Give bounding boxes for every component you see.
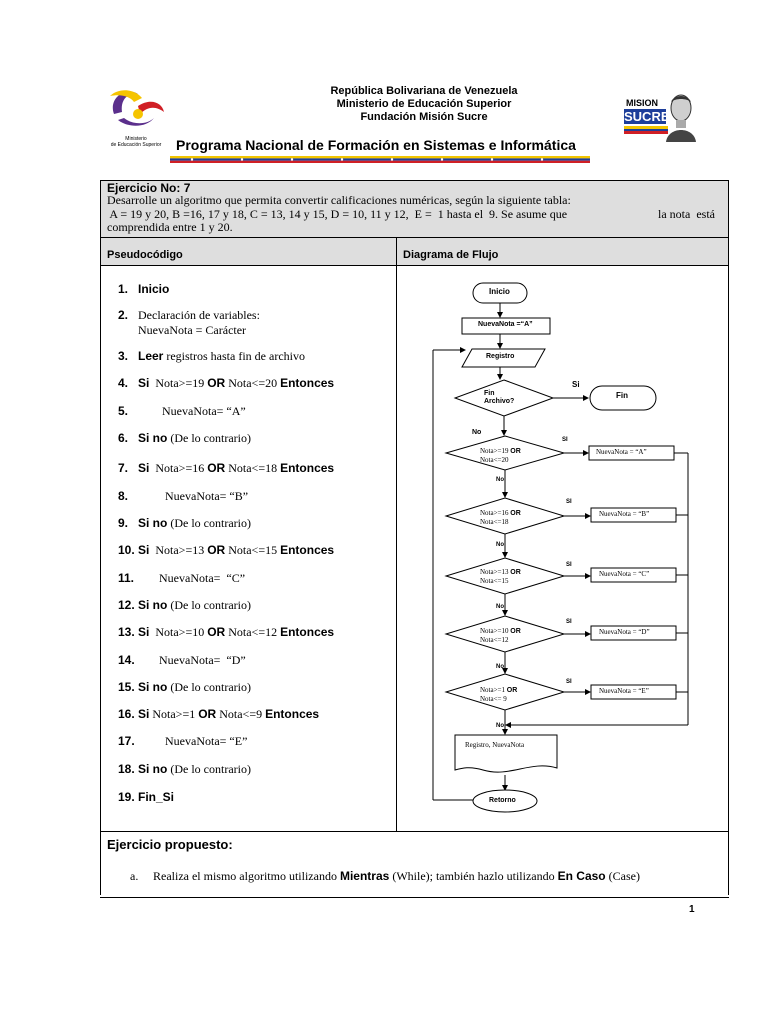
logo-left-text1: Ministerio xyxy=(125,136,147,142)
step-keyword: OR xyxy=(207,543,226,557)
step-keyword: OR xyxy=(207,376,226,390)
step-number: 19. xyxy=(118,790,135,804)
flow-cond-b: Nota<=15 xyxy=(480,577,509,585)
flowchart xyxy=(397,266,728,831)
flow-condition-text xyxy=(480,509,521,526)
logo-left-text2: de Educación Superior xyxy=(110,142,162,148)
flow-cond-a: Nota>=10 xyxy=(480,627,511,635)
header-line2: Ministerio de Educación Superior xyxy=(336,98,512,110)
step-text: (De lo contrario) xyxy=(167,516,251,530)
pseudocode-step xyxy=(118,734,247,749)
flow-cond-or: OR xyxy=(510,628,521,635)
exercise-line1: Desarrolle un algoritmo que permita convertir calificaciones numéricas, según la siguiente tabla: xyxy=(107,193,571,207)
step-keyword: Si no xyxy=(138,598,168,612)
step-keyword: Si no xyxy=(138,516,168,530)
page-number: 1 xyxy=(689,904,695,915)
step-keyword: Fin_Si xyxy=(138,790,175,804)
step-number: 1. xyxy=(118,282,129,296)
step-subline: NuevaNota = Carácter xyxy=(138,323,247,337)
proposed-p3: (Case) xyxy=(605,869,640,883)
portrait-icon xyxy=(664,92,698,142)
step-number: 3. xyxy=(118,349,129,363)
step-keyword: Si xyxy=(138,543,150,557)
flow-no-small: No xyxy=(496,723,504,729)
flowchart-header: Diagrama de Flujo xyxy=(403,249,499,261)
step-keyword: Si xyxy=(138,707,150,721)
flow-no-small: No xyxy=(496,664,504,670)
flow-no-small: No xyxy=(496,477,504,483)
proposed-bullet: a. xyxy=(130,869,139,883)
flow-si-small: SI xyxy=(566,562,572,568)
flow-condition-text xyxy=(480,447,521,464)
logo-right-text1: MISION xyxy=(626,98,659,108)
step-text: Nota<=18 xyxy=(225,461,281,475)
step-text: Nota<=12 xyxy=(225,625,281,639)
step-text: NuevaNota= “E” xyxy=(138,734,248,748)
proposed-item xyxy=(130,869,640,884)
step-keyword: OR xyxy=(198,707,217,721)
step-keyword: Inicio xyxy=(138,282,170,296)
flow-output-text: NuevaNota = “B” xyxy=(599,510,650,518)
program-title: Programa Nacional de Formación en Sistemas e Informática xyxy=(176,137,576,153)
flow-inicio-label: Inicio xyxy=(489,287,510,296)
step-keyword: Si xyxy=(138,625,150,639)
exercise-line2b: la nota está xyxy=(658,207,715,221)
flow-fin-q2: Archivo? xyxy=(484,398,515,405)
step-text: NuevaNota= “B” xyxy=(138,489,249,503)
footer-rule xyxy=(100,897,729,898)
step-keyword: Entonces xyxy=(265,707,320,721)
flow-output-text: NuevaNota = “A” xyxy=(596,448,647,456)
step-text: Nota<=20 xyxy=(225,376,281,390)
step-keyword: Si xyxy=(138,461,150,475)
flow-si-small: SI xyxy=(566,499,572,505)
flow-si-small: SI xyxy=(562,437,568,443)
step-text: (De lo contrario) xyxy=(167,598,251,612)
pseudocode-step xyxy=(118,790,174,805)
step-text: Declaración de variables: xyxy=(138,308,260,322)
pseudocode-step xyxy=(118,653,246,668)
step-text: (De lo contrario) xyxy=(167,680,251,694)
step-number: 10. xyxy=(118,543,135,557)
logo-flag-icon xyxy=(624,126,668,134)
step-text: NuevaNota= “D” xyxy=(138,653,246,667)
flow-cond-b: Nota<= 9 xyxy=(480,695,507,703)
header-line3: Fundación Misión Sucre xyxy=(360,111,488,123)
flow-condition-text xyxy=(480,686,517,703)
flow-cond-or: OR xyxy=(506,687,518,694)
flow-cond-a: Nota>=16 xyxy=(480,509,511,517)
step-text: Nota>=19 xyxy=(149,376,208,390)
step-text: (De lo contrario) xyxy=(167,431,251,445)
flow-no-small: No xyxy=(496,542,504,548)
pseudocode-step xyxy=(118,598,251,613)
flow-cond-b: Nota<=12 xyxy=(480,636,509,644)
step-number: 14. xyxy=(118,653,135,667)
proposed-title: Ejercicio propuesto: xyxy=(107,837,233,852)
flow-condition-text xyxy=(480,627,521,644)
step-text: (De lo contrario) xyxy=(167,762,251,776)
flow-cond-or: OR xyxy=(510,510,521,517)
step-number: 9. xyxy=(118,516,129,530)
exercise-title: Ejercicio No: 7 xyxy=(107,181,191,195)
step-number: 2. xyxy=(118,308,129,322)
pseudocode-step xyxy=(118,516,251,531)
pseudocode-step xyxy=(118,543,334,558)
pseudocode-step xyxy=(118,376,334,391)
flow-assign-label: NuevaNota =“A” xyxy=(478,321,533,328)
flag-stripe xyxy=(170,156,590,163)
flow-si-label: Si xyxy=(572,380,580,389)
pseudocode-step xyxy=(118,404,246,419)
proposed-k2: En Caso xyxy=(557,869,606,883)
step-number: 13. xyxy=(118,625,135,639)
step-keyword: OR xyxy=(207,625,226,639)
flow-cond-b: Nota<=20 xyxy=(480,456,509,464)
flow-registro-label: Registro xyxy=(486,353,515,360)
step-text: NuevaNota= “C” xyxy=(138,571,246,585)
pseudocode-step xyxy=(118,489,248,504)
step-text: Nota>=13 xyxy=(149,543,208,557)
flow-si-small: SI xyxy=(566,619,572,625)
pseudocode-step xyxy=(118,308,260,338)
step-number: 18. xyxy=(118,762,135,776)
flow-no-label-0: No xyxy=(472,429,482,436)
flow-cond-a: Nota>=13 xyxy=(480,568,511,576)
step-number: 7. xyxy=(118,461,129,475)
flow-condition-text xyxy=(480,568,521,585)
step-number: 6. xyxy=(118,431,129,445)
step-text: Nota>=10 xyxy=(149,625,208,639)
pseudocode-step xyxy=(118,431,251,446)
proposed-k1: Mientras xyxy=(339,869,390,883)
step-number: 17. xyxy=(118,734,135,748)
flow-output-text: NuevaNota = “C” xyxy=(599,570,650,578)
flow-cond-or: OR xyxy=(510,569,521,576)
flow-cond-b: Nota<=18 xyxy=(480,518,509,526)
step-number: 11. xyxy=(118,571,135,585)
pseudocode-step xyxy=(118,625,334,640)
step-keyword: Entonces xyxy=(280,376,335,390)
step-text: Nota>=1 xyxy=(149,707,199,721)
flow-fin-label: Fin xyxy=(616,391,628,400)
step-keyword: Si xyxy=(138,376,150,390)
step-text: NuevaNota= “A” xyxy=(138,404,246,418)
flow-cond-a: Nota>=1 xyxy=(480,686,507,694)
step-keyword: Si no xyxy=(138,431,168,445)
pseudocode-step xyxy=(118,707,319,722)
exercise-line2a: A = 19 y 20, B =16, 17 y 18, C = 13, 14 y 15, D = 10, 11 y 12, E = 1 hasta el 9. Se asume que xyxy=(107,207,568,221)
flow-output-text: NuevaNota = “E” xyxy=(599,687,649,695)
pseudocode-step xyxy=(118,349,305,364)
logo-right-text2: SUCRE xyxy=(624,109,670,124)
pseudocode-step xyxy=(118,282,169,297)
pseudocode-header: Pseudocódigo xyxy=(107,249,183,261)
pseudocode-step xyxy=(118,680,251,695)
flow-cond-or: OR xyxy=(510,448,521,455)
step-keyword: OR xyxy=(207,461,226,475)
step-keyword: Leer xyxy=(138,349,164,363)
flow-cond-a: Nota>=19 xyxy=(480,447,511,455)
pseudocode-step xyxy=(118,461,334,476)
step-number: 5. xyxy=(118,404,129,418)
proposed-p1: Realiza el mismo algoritmo utilizando xyxy=(153,869,340,883)
step-keyword: Si no xyxy=(138,680,168,694)
flow-retorno-label: Retorno xyxy=(489,797,516,804)
header-line1: República Bolivariana de Venezuela xyxy=(330,85,518,97)
step-number: 12. xyxy=(118,598,135,612)
mision-sucre-logo xyxy=(624,92,698,146)
step-number: 4. xyxy=(118,376,129,390)
pseudocode-step xyxy=(118,571,245,586)
flow-print-label: Registro, NuevaNota xyxy=(465,741,525,749)
step-number: 16. xyxy=(118,707,135,721)
step-text: Nota<=9 xyxy=(216,707,266,721)
step-number: 15. xyxy=(118,680,135,694)
step-keyword: Entonces xyxy=(280,625,335,639)
step-text: Nota<=15 xyxy=(225,543,281,557)
flow-si-small: SI xyxy=(566,679,572,685)
flow-output-text: NuevaNota = “D” xyxy=(599,628,650,636)
step-keyword: Entonces xyxy=(280,543,335,557)
step-keyword: Entonces xyxy=(280,461,335,475)
step-number: 8. xyxy=(118,489,129,503)
flow-no-small: No xyxy=(496,604,504,610)
flow-fin-q1: Fin xyxy=(484,390,495,397)
exercise-line3: comprendida entre 1 y 20. xyxy=(107,220,233,234)
pseudocode-step xyxy=(118,762,251,777)
step-text: registros hasta fin de archivo xyxy=(163,349,305,363)
proposed-p2: (While); también hazlo utilizando xyxy=(389,869,558,883)
step-keyword: Si no xyxy=(138,762,168,776)
step-text: Nota>=16 xyxy=(149,461,208,475)
